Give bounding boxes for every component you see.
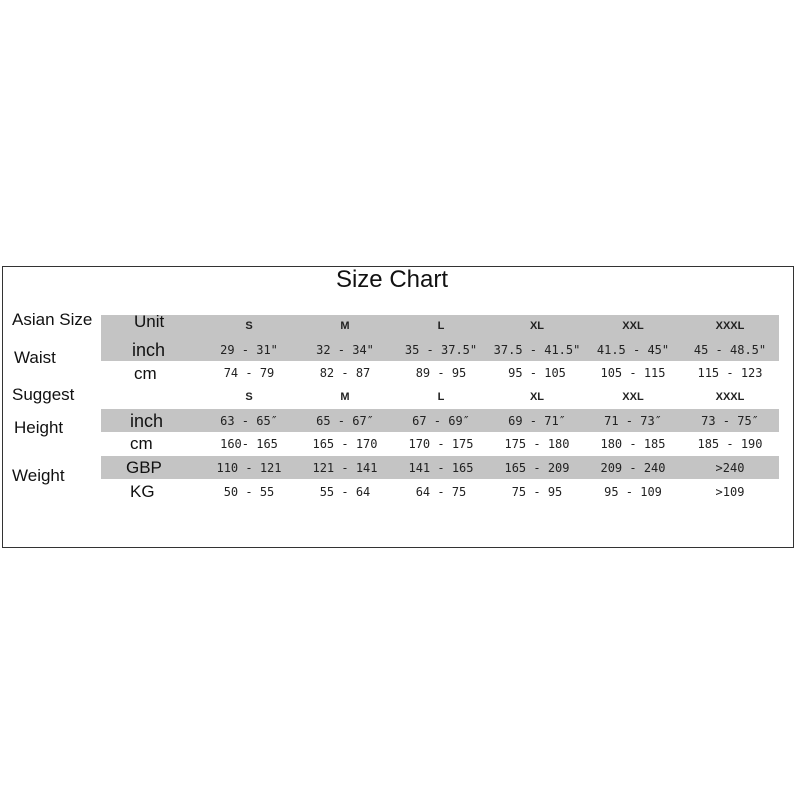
table-cell: 165 - 209 <box>504 461 570 475</box>
chart-title: Size Chart <box>335 266 449 293</box>
weight-gbp-row <box>0 457 800 479</box>
size-header-cell: L <box>437 320 445 332</box>
unit-weight-kg: KG <box>130 482 155 501</box>
label-waist: Waist <box>14 348 56 367</box>
table-cell: 209 - 240 <box>600 461 666 475</box>
table-cell: 89 - 95 <box>415 366 467 380</box>
unit-header: Unit <box>134 312 165 331</box>
table-cell: 105 - 115 <box>600 366 666 380</box>
size-header-cell: S <box>245 391 253 403</box>
size-header-cell: XXL <box>622 391 644 403</box>
table-cell: 170 - 175 <box>408 437 474 451</box>
size-header-cell: M <box>340 320 350 332</box>
table-cell: 110 - 121 <box>216 461 282 475</box>
table-cell: 71 - 73″ <box>604 414 662 428</box>
size-header-cell: M <box>340 391 350 403</box>
table-cell: 67 - 69″ <box>412 414 470 428</box>
table-cell: 75 - 95 <box>511 485 563 499</box>
table-cell: 175 - 180 <box>504 437 570 451</box>
table-cell: 32 - 34" <box>316 343 374 357</box>
table-cell: 45 - 48.5" <box>693 343 767 357</box>
table-cell: 37.5 - 41.5" <box>493 343 581 357</box>
label-weight: Weight <box>12 466 65 485</box>
size-header-cell: XXXL <box>715 320 745 332</box>
size-header-row-height <box>0 386 800 408</box>
label-suggest: Suggest <box>12 385 75 404</box>
waist-inch-row <box>0 339 800 361</box>
table-cell: >109 <box>715 485 745 499</box>
table-cell: 29 - 31" <box>220 343 278 357</box>
size-header-cell: S <box>245 320 253 332</box>
weight-kg-row <box>0 481 800 503</box>
size-header-row-waist <box>0 315 800 337</box>
table-cell: 82 - 87 <box>319 366 371 380</box>
label-asian-size: Asian Size <box>12 310 93 329</box>
label-height: Height <box>14 418 64 437</box>
table-cell: 55 - 64 <box>319 485 371 499</box>
waist-cm-row <box>0 362 800 384</box>
table-cell: 73 - 75″ <box>701 414 759 428</box>
height-inch-row <box>0 410 800 432</box>
size-header-cell: L <box>437 391 445 403</box>
table-cell: 121 - 141 <box>312 461 378 475</box>
size-header-cell: XXXL <box>715 391 745 403</box>
table-cell: 180 - 185 <box>600 437 666 451</box>
size-header-cell: XXL <box>622 320 644 332</box>
height-cm-row <box>0 433 800 455</box>
table-cell: 50 - 55 <box>223 485 275 499</box>
unit-waist-cm: cm <box>134 364 157 383</box>
table-cell: 63 - 65″ <box>220 414 278 428</box>
unit-height-inch: inch <box>130 411 164 431</box>
table-cell: 69 - 71″ <box>508 414 566 428</box>
size-header-cell: XL <box>529 320 545 332</box>
unit-waist-inch: inch <box>132 340 166 360</box>
table-cell: 115 - 123 <box>697 366 763 380</box>
table-cell: 64 - 75 <box>415 485 467 499</box>
table-cell: 141 - 165 <box>408 461 474 475</box>
table-cell: 41.5 - 45" <box>596 343 670 357</box>
table-cell: 95 - 109 <box>604 485 662 499</box>
table-cell: 35 - 37.5" <box>404 343 478 357</box>
table-cell: 165 - 170 <box>312 437 378 451</box>
unit-weight-gbp: GBP <box>126 458 162 477</box>
table-cell: 65 - 67″ <box>316 414 374 428</box>
size-header-cell: XL <box>529 391 545 403</box>
unit-height-cm: cm <box>130 434 153 453</box>
table-cell: >240 <box>715 461 745 475</box>
table-cell: 185 - 190 <box>697 437 763 451</box>
table-cell: 160- 165 <box>220 437 278 451</box>
table-cell: 74 - 79 <box>223 366 275 380</box>
table-cell: 95 - 105 <box>508 366 566 380</box>
